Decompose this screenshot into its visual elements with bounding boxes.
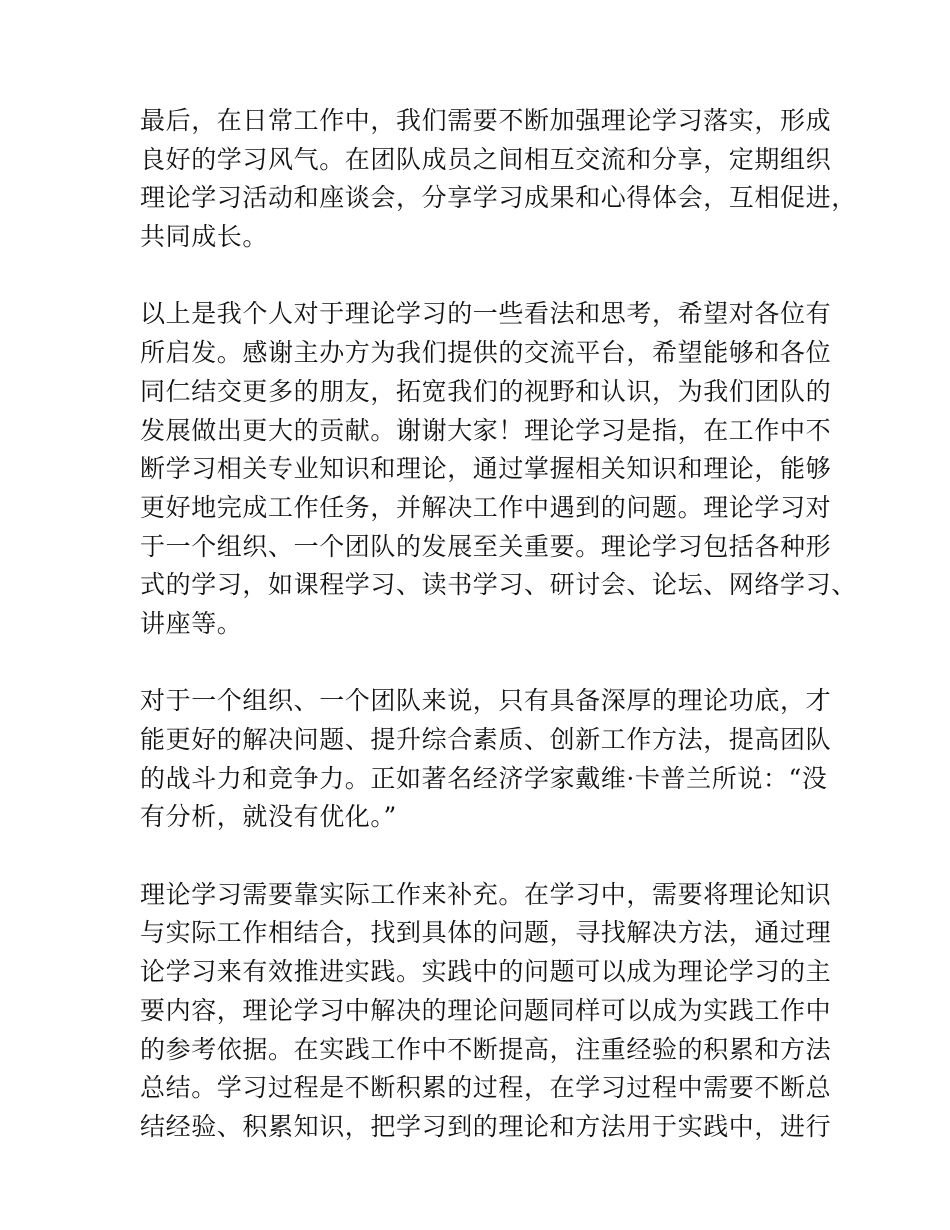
text-line: 有分析，就没有优化。”: [140, 802, 397, 832]
document-body: [140, 102, 857, 1185]
text-line: 结经验、积累知识，把学习到的理论和方法用于实践中，进行: [140, 1111, 832, 1141]
paragraph-1: [140, 102, 857, 257]
text-line: 式的学习，如课程学习、读书学习、研讨会、论坛、网络学习、: [140, 570, 857, 600]
text-line: 所启发。感谢主办方为我们提供的交流平台，希望能够和各位: [140, 338, 832, 368]
text-line: 更好地完成工作任务，并解决工作中遇到的问题。理论学习对: [140, 492, 832, 522]
text-line: 能更好的解决问题、提升综合素质、创新工作方法，提高团队: [140, 725, 832, 754]
text-line: 最后，在日常工作中，我们需要不断加强理论学习落实，形成: [140, 106, 832, 135]
text-line: 理论学习活动和座谈会，分享学习成果和心得体会，互相促进，: [140, 183, 857, 213]
text-line: 断学习相关专业知识和理论，通过掌握相关知识和理论，能够: [140, 454, 832, 484]
text-line: 与实际工作相结合，找到具体的问题，寻找解决方法，通过理: [140, 918, 832, 948]
paragraph-3: [140, 682, 830, 837]
text-line: 讲座等。: [140, 608, 243, 638]
text-line: 的参考依据。在实践工作中不断提高，注重经验的积累和方法: [140, 1034, 832, 1064]
text-line: 以上是我个人对于理论学习的一些看法和思考，希望对各位有: [140, 299, 832, 329]
text-line: 总结。学习过程是不断积累的过程，在学习过程中需要不断总: [140, 1073, 832, 1103]
text-line: 论学习来有效推进实践。实践中的问题可以成为理论学习的主: [140, 957, 832, 987]
text-line: 的战斗力和竞争力。正如著名经济学家戴维·卡普兰所说：“没: [140, 763, 828, 793]
text-line: 于一个组织、一个团队的发展至关重要。理论学习包括各种形: [140, 531, 832, 561]
text-line: 理论学习需要靠实际工作来补充。在学习中，需要将理论知识: [140, 879, 832, 909]
paragraph-4: [140, 876, 830, 1147]
text-line: 良好的学习风气。在团队成员之间相互交流和分享，定期组织: [140, 144, 832, 174]
text-line: 同仁结交更多的朋友，拓宽我们的视野和认识，为我们团队的: [140, 376, 832, 406]
text-line: 发展做出更大的贡献。谢谢大家！理论学习是指，在工作中不: [140, 415, 832, 445]
text-line: 要内容，理论学习中解决的理论问题同样可以成为实践工作中: [140, 995, 832, 1025]
paragraph-2: [140, 295, 857, 643]
text-line: 对于一个组织、一个团队来说，只有具备深厚的理论功底，才: [140, 686, 832, 716]
text-line: 共同成长。: [140, 222, 269, 252]
